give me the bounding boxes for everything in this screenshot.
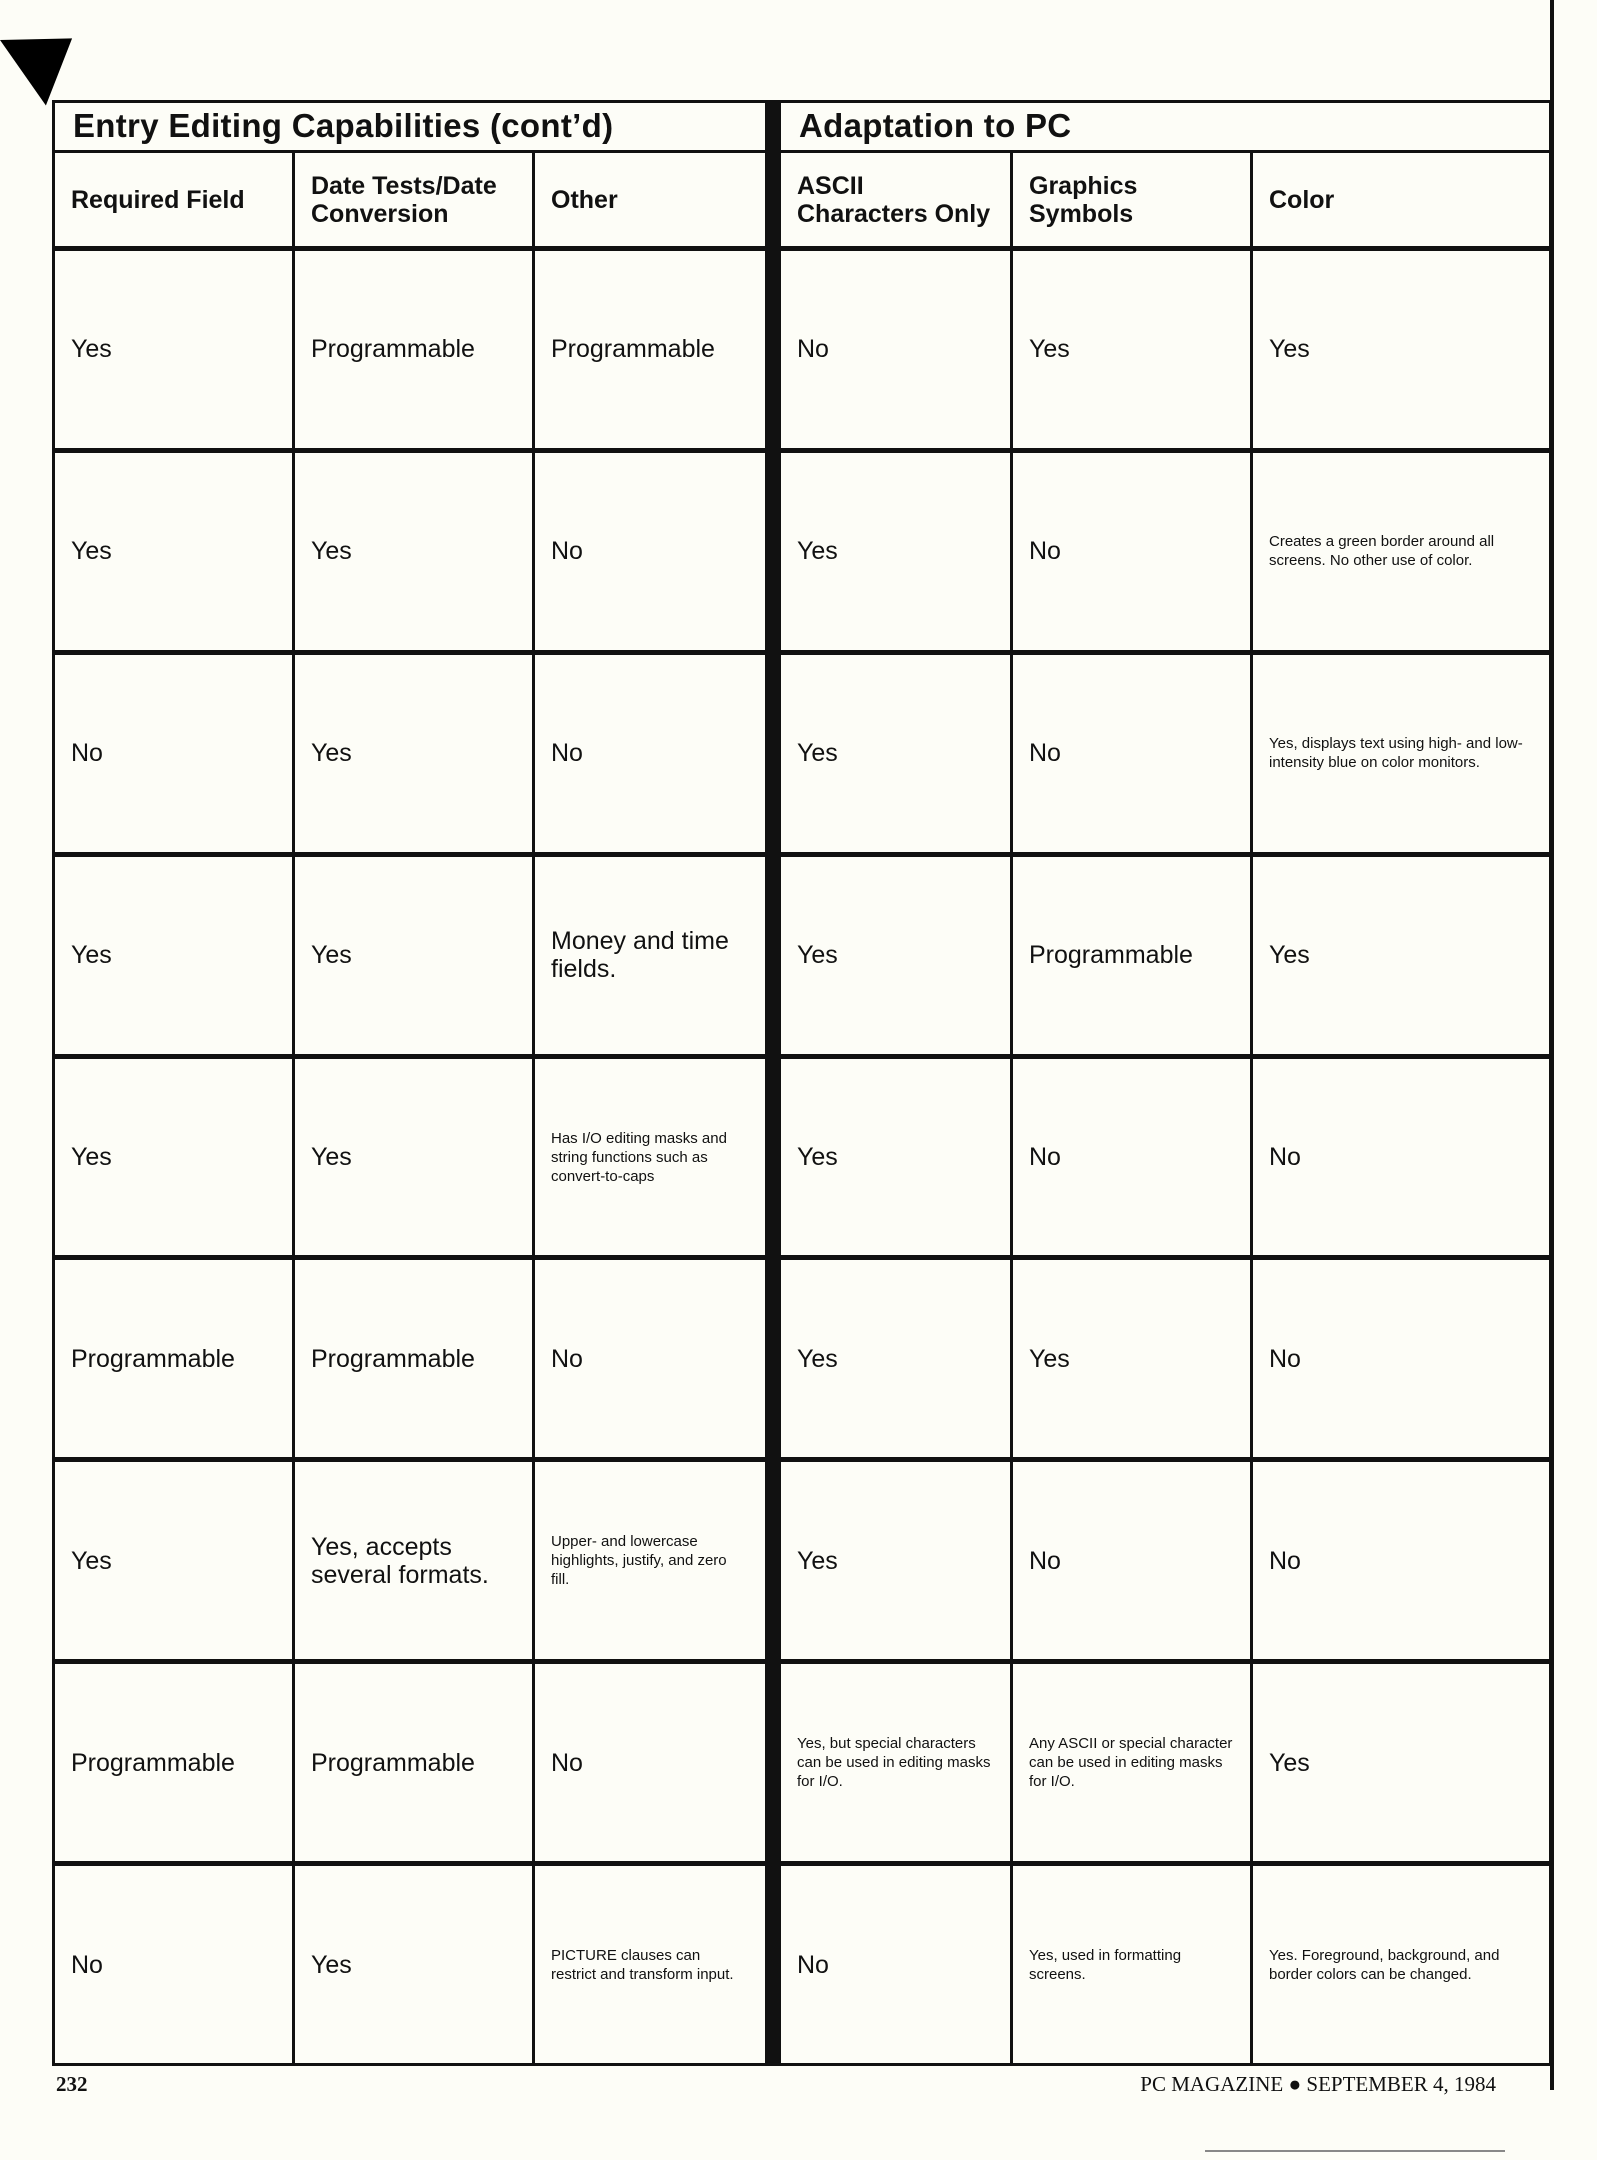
table-row <box>55 1260 765 1462</box>
cell-color: Yes <box>1269 335 1310 364</box>
cell-graphics-symbols: No <box>1013 453 1253 650</box>
cell-color: No <box>1269 1546 1301 1575</box>
cell-required-field: No <box>55 1866 295 2063</box>
table-row <box>781 655 1549 857</box>
cell-color: Yes <box>1269 941 1310 970</box>
cell-other: PICTURE clauses can restrict and transform input. <box>551 1946 734 1983</box>
cell-other: Money and time fields. <box>551 927 729 984</box>
adaptation-title: Adaptation to PC <box>781 103 1549 153</box>
cell-required-field: Yes <box>55 1462 295 1659</box>
entry-editing-rows <box>55 251 765 2063</box>
cell-graphics-symbols: Yes, used in formatting screens. <box>1013 1866 1253 2063</box>
panel-divider <box>769 100 777 2066</box>
table-row <box>55 857 765 1059</box>
cell-other: No <box>551 537 583 566</box>
table-row <box>55 1664 765 1866</box>
table-row <box>781 1260 1549 1462</box>
cell-date-tests: Programmable <box>295 1664 535 1861</box>
cell-date-tests: Yes <box>295 453 535 650</box>
table-row <box>55 251 765 453</box>
entry-editing-header-row <box>55 153 765 251</box>
cell-color: Creates a green border around all screens. No other use of color. <box>1269 533 1495 570</box>
cell-date-tests: Yes <box>295 1059 535 1256</box>
adaptation-header-row <box>781 153 1549 251</box>
publication-line: PC MAGAZINE ● SEPTEMBER 4, 1984 <box>1140 2072 1496 2096</box>
header-other: Other <box>551 185 618 214</box>
entry-editing-title: Entry Editing Capabilities (cont’d) <box>55 103 765 153</box>
cell-color: Yes <box>1269 1748 1310 1777</box>
cell-ascii-only: Yes <box>781 857 1013 1054</box>
table-row <box>781 1866 1549 2063</box>
cell-required-field: Yes <box>55 857 295 1054</box>
cell-ascii-only: Yes <box>781 655 1013 852</box>
cell-required-field: Yes <box>55 251 295 448</box>
cell-ascii-only: Yes <box>781 1260 1013 1457</box>
cell-date-tests: Programmable <box>295 251 535 448</box>
cell-graphics-symbols: No <box>1013 1059 1253 1256</box>
cell-date-tests: Yes <box>295 857 535 1054</box>
cell-required-field: Programmable <box>55 1664 295 1861</box>
header-date-tests: Date Tests/Date Conversion <box>295 153 535 246</box>
cell-ascii-only: No <box>781 1866 1013 2063</box>
comparison-table <box>52 100 1552 2066</box>
cell-ascii-only: Yes <box>781 453 1013 650</box>
header-graphics-symbols: Graphics Symbols <box>1013 153 1253 246</box>
cell-other: No <box>551 1344 583 1373</box>
cell-graphics-symbols: No <box>1013 655 1253 852</box>
table-row <box>55 1059 765 1261</box>
cell-ascii-only: Yes <box>781 1059 1013 1256</box>
cell-date-tests: Yes <box>295 655 535 852</box>
table-row <box>781 857 1549 1059</box>
table-row <box>781 453 1549 655</box>
cell-required-field: Yes <box>55 453 295 650</box>
corner-registration-mark <box>0 6 95 106</box>
table-row <box>55 453 765 655</box>
page-number: 232 <box>56 2072 88 2096</box>
cell-other: Programmable <box>551 335 715 364</box>
cell-graphics-symbols: Programmable <box>1013 857 1253 1054</box>
cell-other: Upper- and lowercase highlights, justify, and zero fill. <box>551 1533 727 1589</box>
entry-editing-panel <box>52 100 769 2066</box>
table-row <box>55 1462 765 1664</box>
cell-graphics-symbols: Yes <box>1013 251 1253 448</box>
cell-date-tests: Yes, accepts several formats. <box>295 1462 535 1659</box>
table-row <box>781 1462 1549 1664</box>
cell-required-field: Programmable <box>55 1260 295 1457</box>
header-ascii-only: ASCII Characters Only <box>781 153 1013 246</box>
cell-color: No <box>1269 1143 1301 1171</box>
table-row <box>781 251 1549 453</box>
table-row <box>781 1059 1549 1261</box>
cell-graphics-symbols: Yes <box>1013 1260 1253 1457</box>
adaptation-panel <box>777 100 1552 2066</box>
cell-other: No <box>551 1748 583 1777</box>
cell-date-tests: Programmable <box>295 1260 535 1457</box>
cell-color: No <box>1269 1344 1301 1373</box>
table-row <box>781 1664 1549 1866</box>
table-row <box>55 1866 765 2063</box>
cell-required-field: No <box>55 655 295 852</box>
cell-ascii-only: Yes <box>781 1462 1013 1659</box>
cell-ascii-only: No <box>781 251 1013 448</box>
header-required-field: Required Field <box>55 153 295 246</box>
cell-other: Has I/O editing masks and string functions such as convert-to-caps <box>551 1129 727 1185</box>
cell-other: No <box>551 739 583 768</box>
cell-ascii-only: Yes, but special characters can be used in editing masks for I/O. <box>781 1664 1013 1861</box>
cell-color: Yes, displays text using high- and low-intensity blue on color monitors. <box>1269 735 1523 772</box>
cell-graphics-symbols: No <box>1013 1462 1253 1659</box>
cell-date-tests: Yes <box>295 1866 535 2063</box>
header-color: Color <box>1269 185 1335 214</box>
bottom-rule <box>1205 2150 1505 2152</box>
cell-color: Yes. Foreground, background, and border colors can be changed. <box>1269 1946 1500 1983</box>
cell-required-field: Yes <box>55 1059 295 1256</box>
cell-graphics-symbols: Any ASCII or special character can be used in editing masks for I/O. <box>1013 1664 1253 1861</box>
table-row <box>55 655 765 857</box>
page-footer <box>56 2072 1496 2097</box>
adaptation-rows <box>781 251 1549 2063</box>
